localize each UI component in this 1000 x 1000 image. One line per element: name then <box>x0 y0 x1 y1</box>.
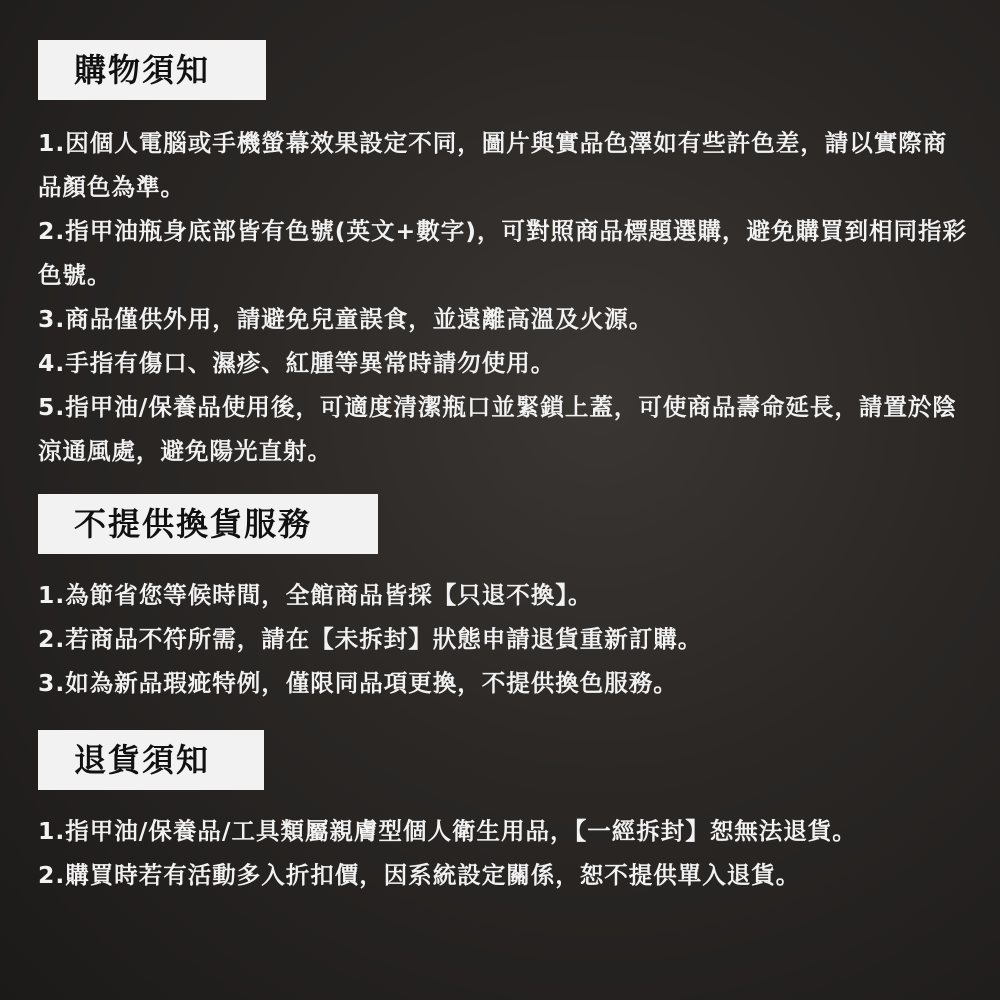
return-notice-list <box>38 809 968 897</box>
list-item: 2.購買時若有活動多入折扣價，因系統設定關係，恕不提供單入退貨。 <box>38 861 801 889</box>
list-item: 2.指甲油瓶身底部皆有色號(英文+數字)，可對照商品標題選購，避免購買到相同指彩色號。 <box>38 217 967 289</box>
list-item: 1.為節省您等候時間，全館商品皆採【只退不換】。 <box>38 581 593 609</box>
section-heading-return-notice: 退貨須知 <box>38 730 264 790</box>
shopping-notice-list <box>38 121 968 473</box>
section-heading-shopping-notice: 購物須知 <box>38 40 266 100</box>
list-item: 4.手指有傷口、濕疹、紅腫等異常時請勿使用。 <box>38 349 556 377</box>
list-item: 3.商品僅供外用，請避免兒童誤食，並遠離高溫及火源。 <box>38 305 654 333</box>
list-item: 1.因個人電腦或手機螢幕效果設定不同，圖片與實品色澤如有些許色差，請以實際商品顏色為準。 <box>38 129 948 201</box>
list-item: 5.指甲油/保養品使用後，可適度清潔瓶口並緊鎖上蓋，可使商品壽命延長，請置於陰涼通風處，避免陽光直射。 <box>38 393 957 465</box>
no-exchange-list <box>38 573 968 705</box>
section-heading-no-exchange: 不提供換貨服務 <box>38 494 378 554</box>
list-item: 1.指甲油/保養品/工具類屬親膚型個人衛生用品，【一經拆封】恕無法退貨。 <box>38 817 857 845</box>
list-item: 3.如為新品瑕疵特例，僅限同品項更換，不提供換色服務。 <box>38 669 678 697</box>
list-item: 2.若商品不符所需，請在【未拆封】狀態申請退貨重新訂購。 <box>38 625 703 653</box>
